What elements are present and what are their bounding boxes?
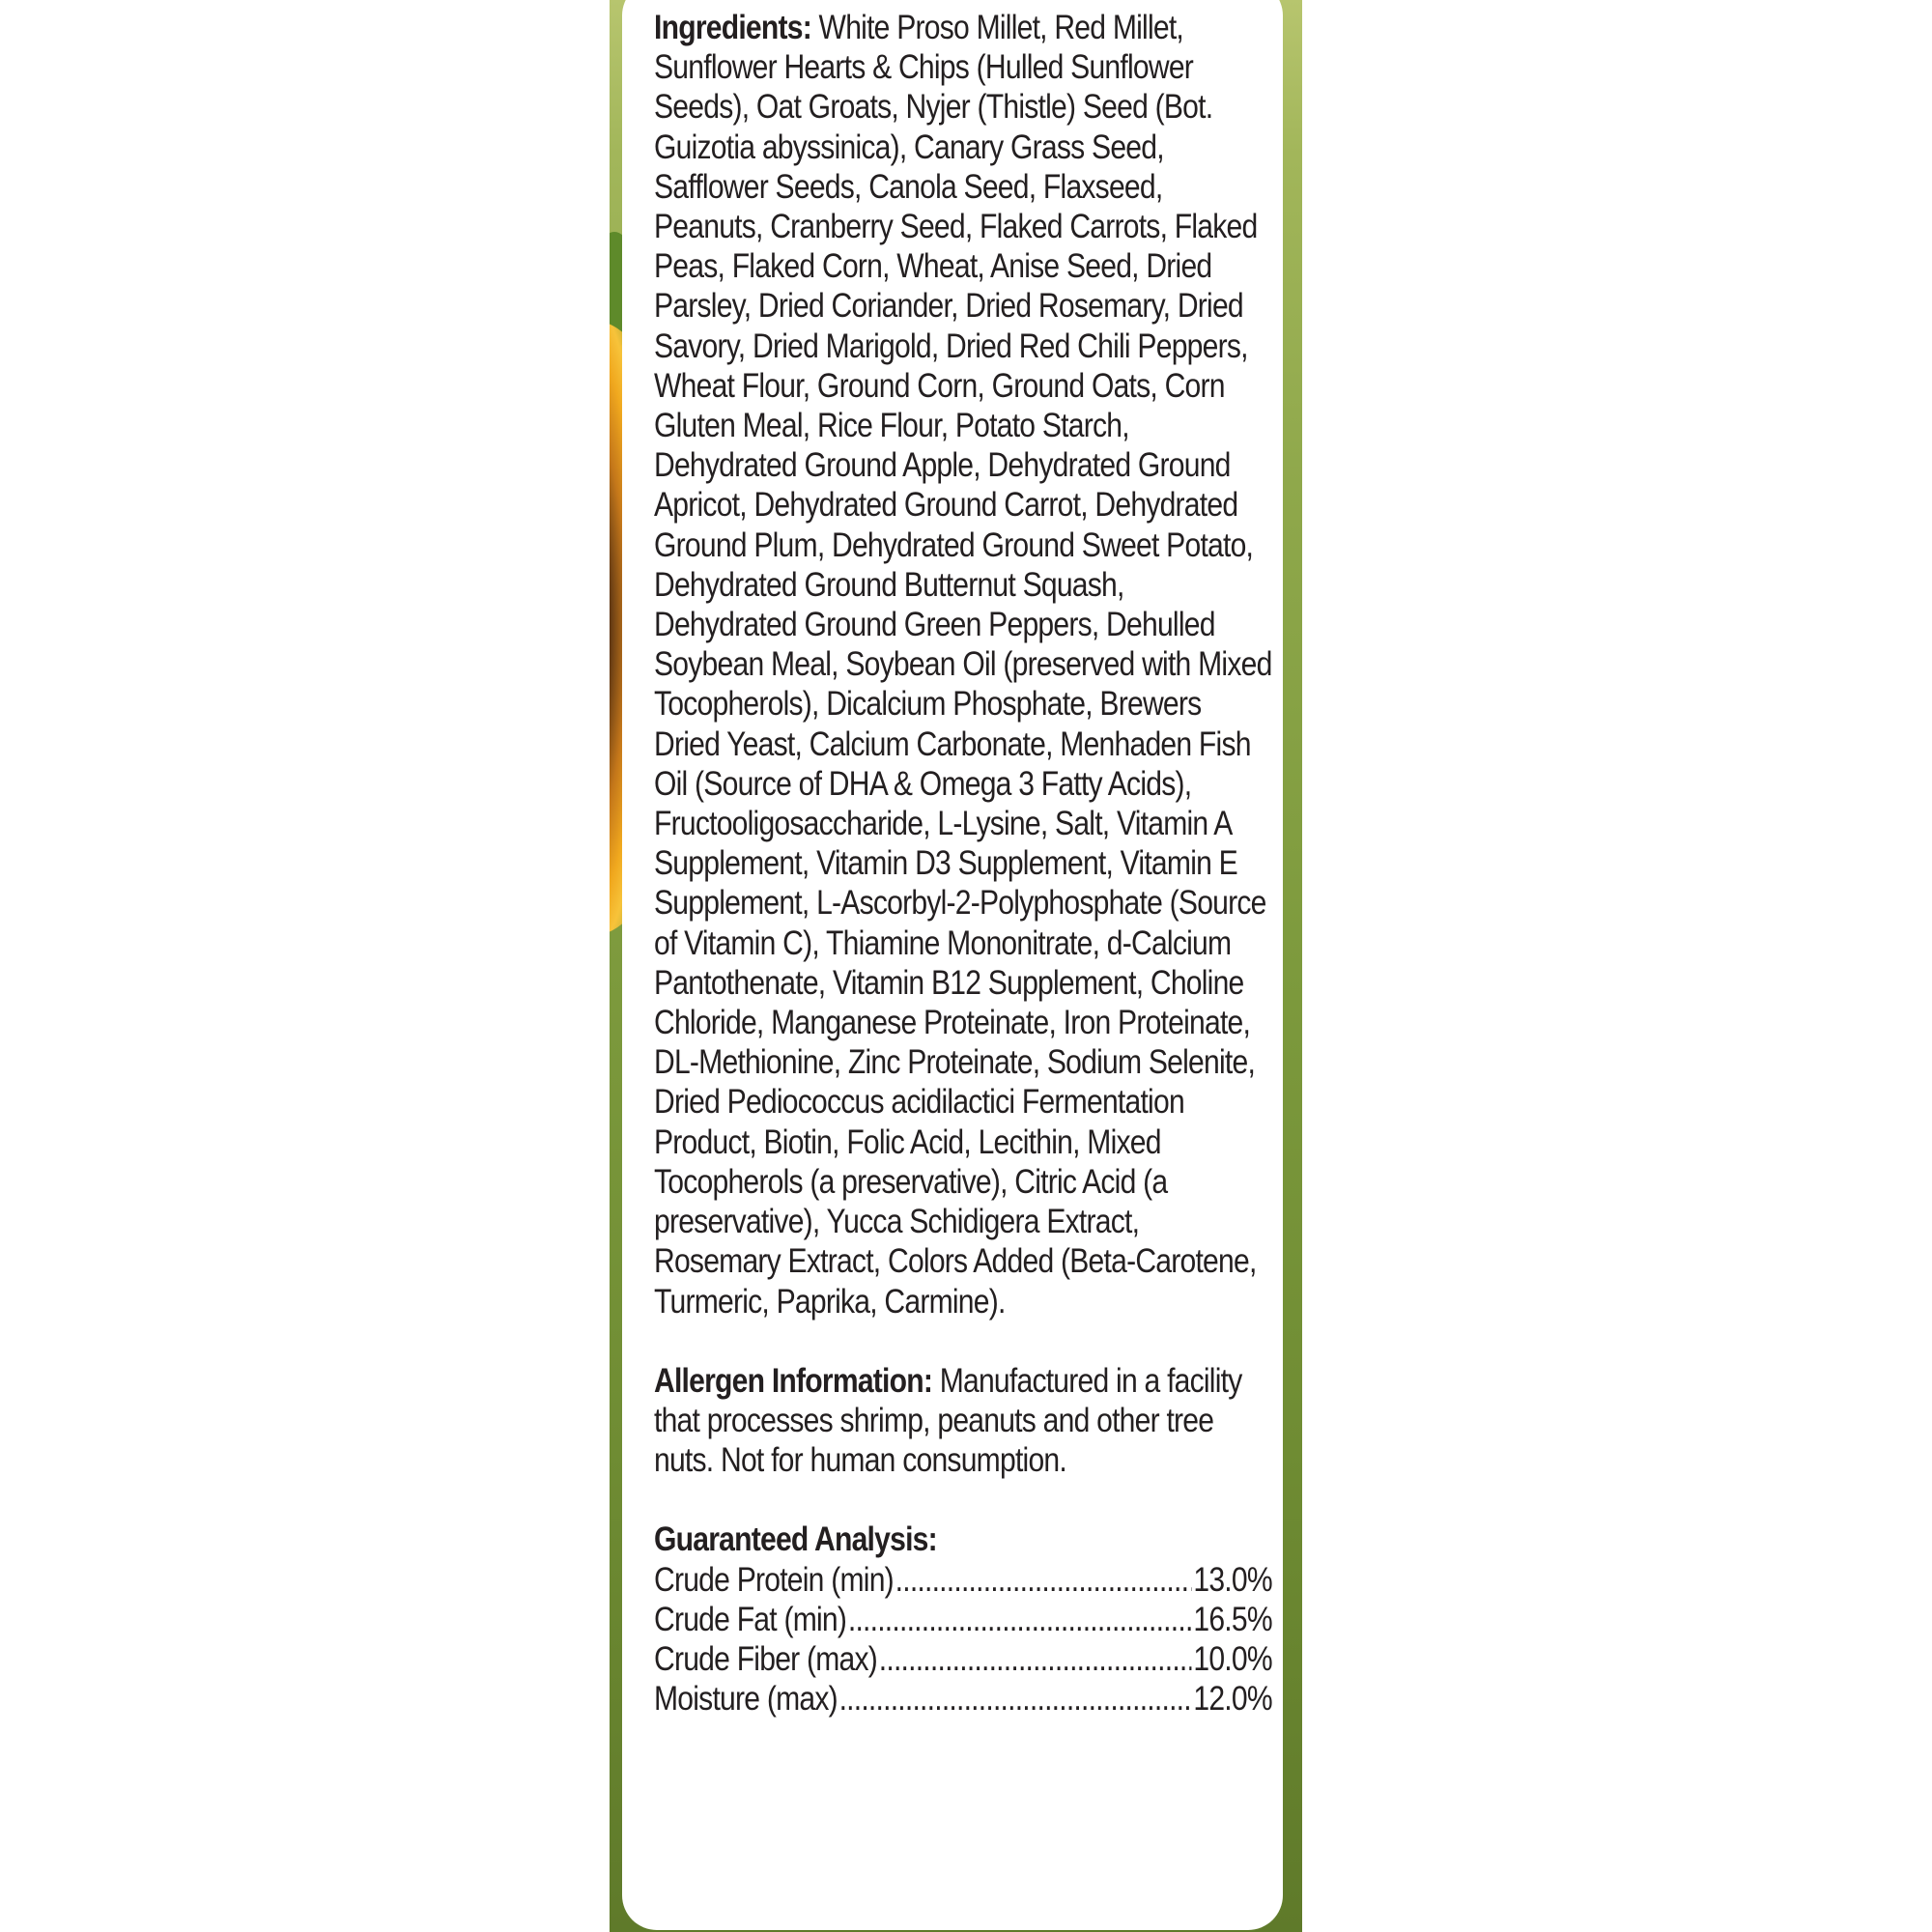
allergen-paragraph [654,1361,1272,1401]
analysis-value: 10.0% [1193,1639,1272,1678]
allergen-line-2: that processes shrimp, peanuts and other tree nuts. Not for human consumption. [654,1401,1214,1480]
leader-dots [848,1600,1192,1639]
analysis-row [654,1679,1272,1719]
analysis-label: Crude Fat (min) [654,1600,847,1638]
analysis-row [654,1600,1272,1639]
analysis-value: 13.0% [1193,1560,1272,1599]
analysis-value: 12.0% [1193,1680,1272,1719]
leader-dots [839,1679,1192,1719]
analysis-row [654,1639,1272,1679]
ingredients-paragraph [654,8,1272,1321]
leader-dots [895,1560,1192,1600]
ingredients-heading: Ingredients: [654,9,811,46]
analysis-label: Crude Protein (min) [654,1560,894,1599]
leader-dots [879,1639,1192,1679]
analysis-row [654,1560,1272,1600]
allergen-line-1: Manufactured in a facility [932,1361,1242,1400]
nutrition-label-text [654,8,1272,1719]
analysis-label: Moisture (max) [654,1680,838,1719]
ingredients-text: White Proso Millet, Red Millet, Sunflower Hearts & Chips (Hulled Sunflower Seeds), Oat Groats, Nyjer (Thistle) Seed (Bot. Guizotia abyssinica), Canary Grass Seed, Safflower Seeds, Canola Seed, Flaxseed, Peanuts, Cranberry Seed, Flaked Carrots, Flaked Peas, Flaked Corn, Wheat, Anise Seed, Dried Parsley, Dried Coriander, Dried Rosemary, Dried Savory, Dried Marigold, Dried Red Chili Peppers, Wheat Flour, Ground Corn, Ground Oats, Corn Gluten Meal, Rice Flour, Potato Starch, Dehydrated Ground Apple, Dehydrated Ground Apricot, Dehydrated Ground Carrot, Dehydrated Ground Plum, Dehydrated Ground Sweet Potato, Dehydrated Ground Butternut Squash, Dehydrated Ground Green Peppers, Dehulled Soybean Meal, Soybean Oil (preserved with Mixed Tocopherols), Dicalcium Phosphate, Brewers Dried Yeast, Calcium Carbonate, Menhaden Fish Oil (Source of DHA & Omega 3 Fatty Acids), Fructooligosaccharide, L-Lysine, Salt, Vitamin A Supplement, Vitamin D3 Supplement, Vitamin E Supplement, L-Ascorbyl-2-Polyphosphate (Source of Vitamin C), Thiamine Mononitrate, d-Calcium Pantothenate, Vitamin B12 Supplement, Choline Chloride, Manganese Proteinate, Iron Proteinate, DL-Methionine, Zinc Proteinate, Sodium Selenite, Dried Pediococcus acidilactici Fermentation Product, Biotin, Folic Acid, Lecithin, Mixed Tocopherols (a preservative), Citric Acid (a preservative), Yucca Schidigera Extract, Rosemary Extract, Colors Added (Beta-Carotene, Turmeric, Paprika, Carmine). [654,9,1272,1321]
analysis-heading: Guaranteed Analysis: [654,1520,937,1559]
analysis-label: Crude Fiber (max) [654,1639,878,1678]
allergen-heading: Allergen Information: [654,1361,933,1400]
analysis-value: 16.5% [1193,1600,1272,1638]
